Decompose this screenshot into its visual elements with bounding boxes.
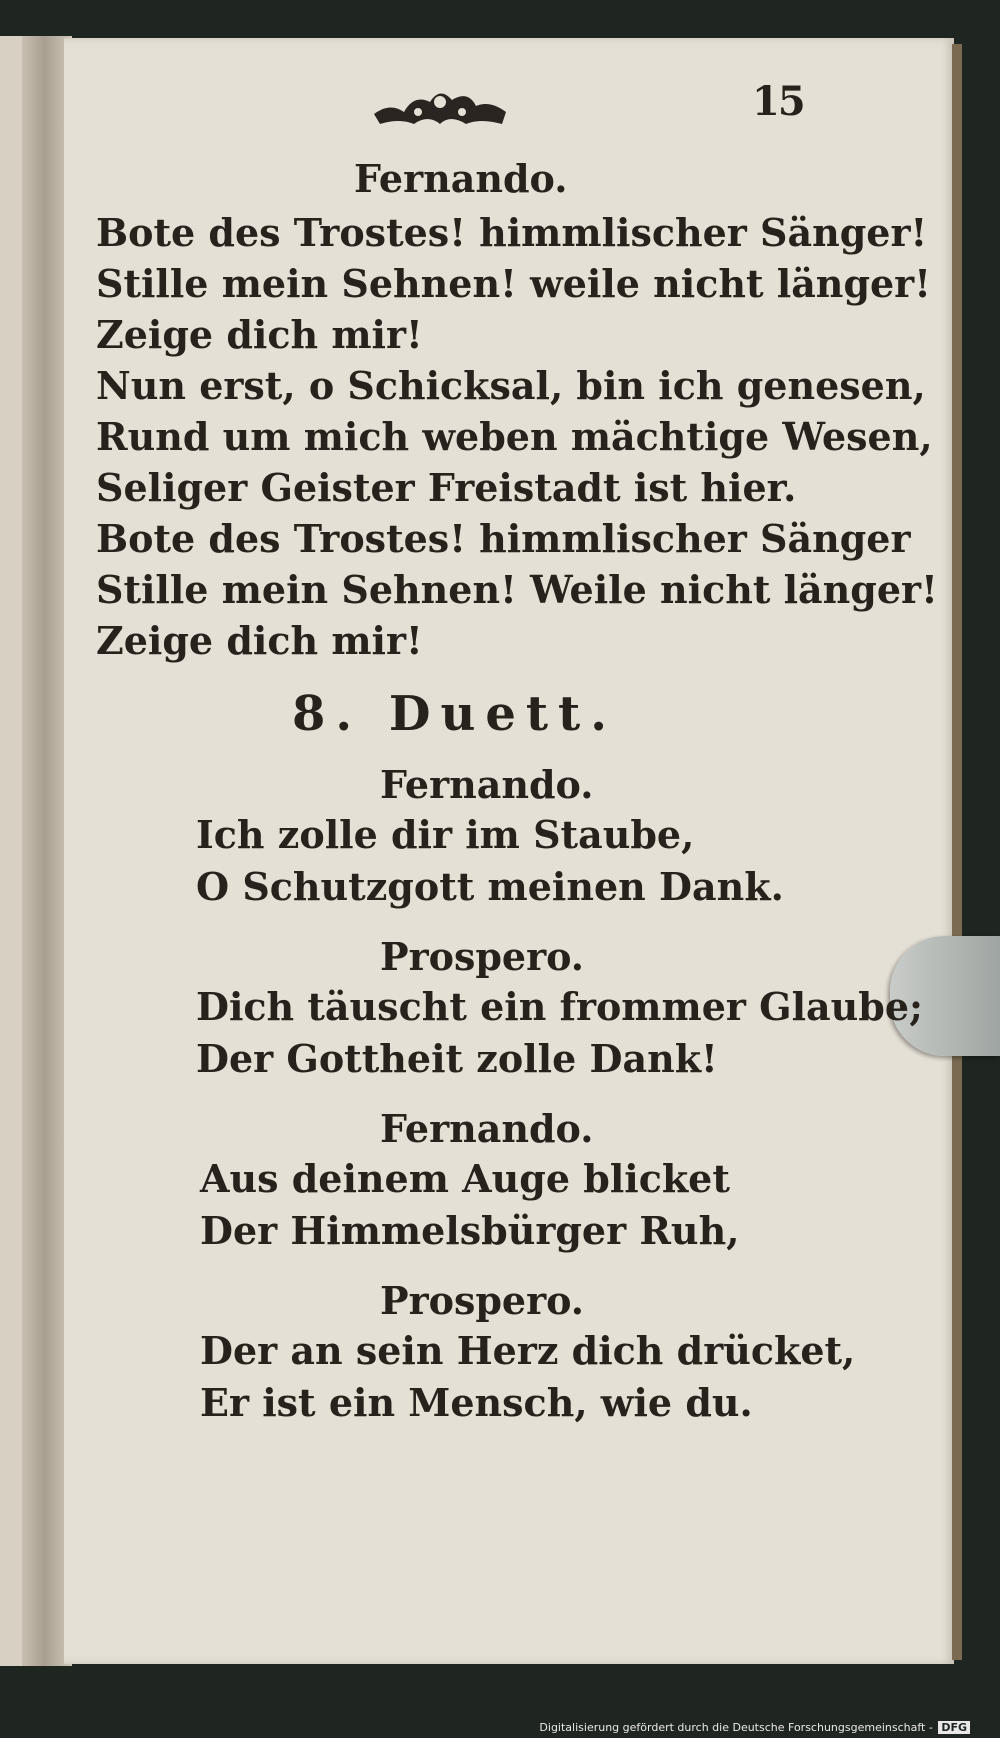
verse-line: Ich zolle dir im Staube, <box>196 812 695 857</box>
verse-line: Stille mein Sehnen! weile nicht länger! <box>96 261 931 306</box>
page-number: 15 <box>752 78 804 125</box>
dfg-badge: DFG <box>938 1721 970 1734</box>
speaker-name: Fernando. <box>380 1106 594 1151</box>
verse-line: Der Himmelsbürger Ruh, <box>200 1208 740 1253</box>
verse-line: Zeige dich mir! <box>96 618 423 663</box>
verse-line: Zeige dich mir! <box>96 312 423 357</box>
verse-line: Der an sein Herz dich drücket, <box>200 1328 856 1373</box>
verse-line: Aus deinem Auge blicket <box>200 1156 730 1201</box>
speaker-name: Prospero. <box>380 934 585 979</box>
verse-line: Der Gottheit zolle Dank! <box>196 1036 718 1081</box>
speaker-name: Fernando. <box>354 156 568 201</box>
verse-line: Bote des Trostes! himmlischer Sänger! <box>96 210 928 255</box>
speaker-name: Fernando. <box>380 762 594 807</box>
verse-line: O Schutzgott meinen Dank. <box>196 864 784 909</box>
credit-text: Digitalisierung gefördert durch die Deutsche Forschungsgemeinschaft - <box>539 1721 933 1734</box>
verse-line: Stille mein Sehnen! Weile nicht länger! <box>96 567 938 612</box>
digitization-credit <box>539 1721 970 1734</box>
verse-line: Dich täuscht ein frommer Glaube; <box>196 984 924 1029</box>
floral-ornament-icon <box>370 84 510 128</box>
verse-line: Rund um mich weben mächtige Wesen, <box>96 414 933 459</box>
verse-line: Seliger Geister Freistadt ist hier. <box>96 465 797 510</box>
verse-line: Er ist ein Mensch, wie du. <box>200 1380 753 1425</box>
verse-line: Bote des Trostes! himmlischer Sänger <box>96 516 911 561</box>
speaker-name: Prospero. <box>380 1278 585 1323</box>
page-edge <box>952 44 962 1660</box>
verse-line: Nun erst, o Schicksal, bin ich genesen, <box>96 363 926 408</box>
section-heading: 8. Duett. <box>292 686 617 742</box>
